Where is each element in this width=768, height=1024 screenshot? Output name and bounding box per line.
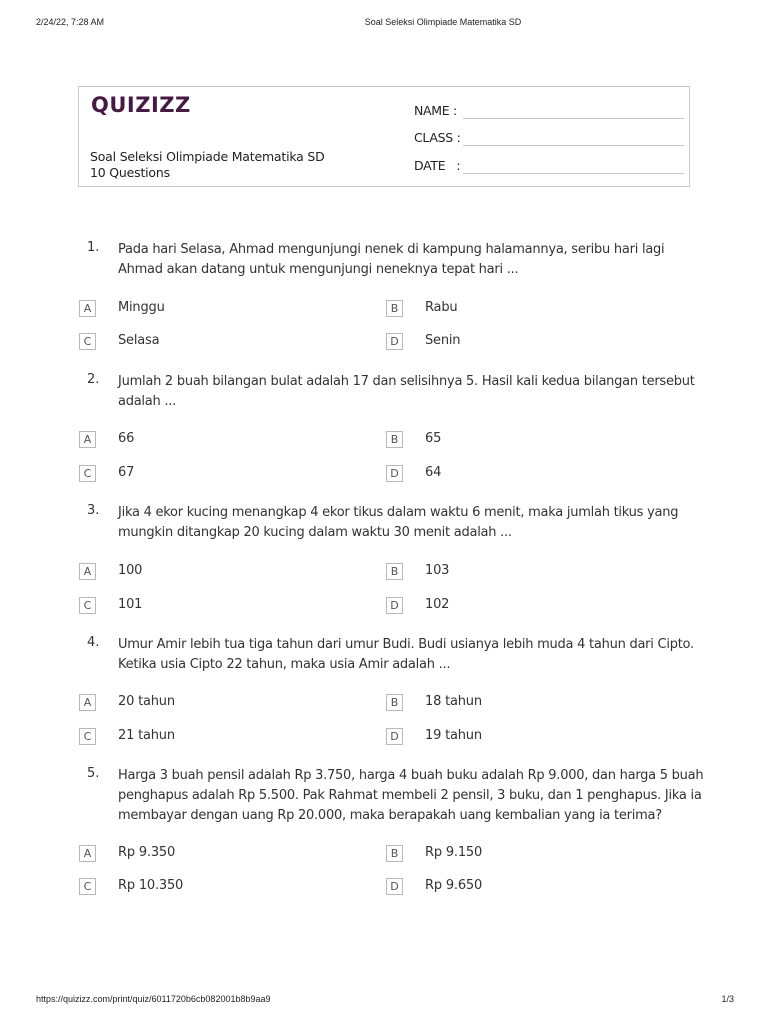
class-field[interactable]: [414, 130, 682, 146]
name-label: NAME :: [414, 103, 457, 118]
option-text: 19 tahun: [425, 728, 482, 743]
option-letter-box: B: [386, 300, 403, 317]
option-text: 67: [118, 465, 135, 480]
option-c[interactable]: [79, 333, 379, 353]
option-text: 64: [425, 465, 442, 480]
option-letter-box: A: [79, 300, 96, 317]
quiz-title: Soal Seleksi Olimpiade Matematika SD: [90, 149, 325, 164]
option-letter-box: A: [79, 563, 96, 580]
question-number: 2.: [87, 372, 100, 387]
option-text: Rp 10.350: [118, 878, 184, 893]
question-number: 1.: [87, 240, 100, 255]
name-field[interactable]: [414, 103, 682, 119]
option-letter-box: C: [79, 728, 96, 745]
option-d[interactable]: [386, 597, 686, 617]
question-text: [118, 240, 694, 280]
question-text: [118, 766, 704, 826]
question-count: 10 Questions: [90, 165, 170, 180]
option-text: Rp 9.650: [425, 878, 483, 893]
option-text: 66: [118, 431, 135, 446]
option-c[interactable]: [79, 465, 379, 485]
date-field[interactable]: [414, 158, 682, 174]
option-a[interactable]: [79, 300, 379, 320]
option-letter-box: A: [79, 431, 96, 448]
option-c[interactable]: [79, 728, 379, 748]
question-line: Jika 4 ekor kucing menangkap 4 ekor tikus dalam waktu 6 menit, maka jumlah tikus yang: [118, 505, 679, 520]
option-letter-box: D: [386, 597, 403, 614]
question-text: [118, 635, 694, 675]
option-text: 21 tahun: [118, 728, 175, 743]
option-a[interactable]: [79, 845, 379, 865]
option-letter-box: C: [79, 333, 96, 350]
print-header: [0, 17, 768, 29]
option-d[interactable]: [386, 878, 686, 898]
option-c[interactable]: [79, 878, 379, 898]
question-number: 5.: [87, 766, 100, 781]
option-text: 20 tahun: [118, 694, 175, 709]
question-line: mungkin ditangkap 20 kucing dalam waktu 30 menit adalah ...: [118, 525, 512, 540]
option-letter-box: B: [386, 845, 403, 862]
question-text: [118, 503, 694, 543]
option-text: 100: [118, 563, 143, 578]
print-url[interactable]: https://quizizz.com/print/quiz/6011720b6cb082001b8b9aa9: [36, 994, 271, 1004]
option-letter-box: C: [79, 878, 96, 895]
question-number: 4.: [87, 635, 100, 650]
option-text: 102: [425, 597, 450, 612]
option-d[interactable]: [386, 333, 686, 353]
option-text: 18 tahun: [425, 694, 482, 709]
option-c[interactable]: [79, 597, 379, 617]
option-text: Minggu: [118, 300, 165, 315]
option-letter-box: A: [79, 694, 96, 711]
quiz-header-box: [78, 86, 690, 187]
option-a[interactable]: [79, 563, 379, 583]
question-line: adalah ...: [118, 394, 177, 409]
class-line[interactable]: [463, 145, 684, 146]
question-text: [118, 372, 694, 412]
option-letter-box: D: [386, 333, 403, 350]
option-letter-box: C: [79, 597, 96, 614]
option-text: 103: [425, 563, 450, 578]
option-b[interactable]: [386, 300, 686, 320]
option-letter-box: A: [79, 845, 96, 862]
question-line: Ketika usia Cipto 22 tahun, maka usia Amir adalah ...: [118, 657, 451, 672]
option-text: Senin: [425, 333, 461, 348]
question-line: Ahmad akan datang untuk mengunjungi neneknya tepat hari ...: [118, 262, 519, 277]
question-number: 3.: [87, 503, 100, 518]
option-b[interactable]: [386, 431, 686, 451]
class-label: CLASS :: [414, 130, 461, 145]
question-line: penghapus adalah Rp 5.500. Pak Rahmat membeli 2 pensil, 3 buku, dan 1 penghapus. Jika ia: [118, 788, 702, 803]
option-letter-box: B: [386, 694, 403, 711]
print-datetime: 2/24/22, 7:28 AM: [36, 17, 105, 27]
option-text: 101: [118, 597, 143, 612]
option-a[interactable]: [79, 694, 379, 714]
option-letter-box: D: [386, 878, 403, 895]
question-line: Jumlah 2 buah bilangan bulat adalah 17 dan selisihnya 5. Hasil kali kedua bilangan tersebut: [118, 374, 695, 389]
option-text: Rp 9.150: [425, 845, 483, 860]
option-a[interactable]: [79, 431, 379, 451]
print-footer: [0, 994, 768, 1006]
option-d[interactable]: [386, 465, 686, 485]
option-text: Rp 9.350: [118, 845, 176, 860]
date-line[interactable]: [463, 173, 684, 174]
question-line: Harga 3 buah pensil adalah Rp 3.750, harga 4 buah buku adalah Rp 9.000, dan harga 5 buah: [118, 768, 704, 783]
quizizz-logo: QUIZIZZ: [91, 93, 191, 117]
question-line: membayar dengan uang Rp 20.000, maka berapakah uang kembalian yang ia terima?: [118, 808, 662, 823]
option-letter-box: D: [386, 465, 403, 482]
name-line[interactable]: [463, 118, 684, 119]
print-page-number: 1/3: [721, 994, 734, 1004]
option-b[interactable]: [386, 845, 686, 865]
question-line: Umur Amir lebih tua tiga tahun dari umur Budi. Budi usianya lebih muda 4 tahun dari Cipto.: [118, 637, 694, 652]
option-text: Selasa: [118, 333, 160, 348]
option-b[interactable]: [386, 563, 686, 583]
option-text: Rabu: [425, 300, 458, 315]
print-page-title: Soal Seleksi Olimpiade Matematika SD: [364, 17, 522, 27]
option-b[interactable]: [386, 694, 686, 714]
option-letter-box: B: [386, 563, 403, 580]
option-letter-box: B: [386, 431, 403, 448]
question-line: Pada hari Selasa, Ahmad mengunjungi nenek di kampung halamannya, seribu hari lagi: [118, 242, 665, 257]
option-letter-box: D: [386, 728, 403, 745]
option-letter-box: C: [79, 465, 96, 482]
option-text: 65: [425, 431, 442, 446]
option-d[interactable]: [386, 728, 686, 748]
date-label: DATE :: [414, 158, 461, 173]
